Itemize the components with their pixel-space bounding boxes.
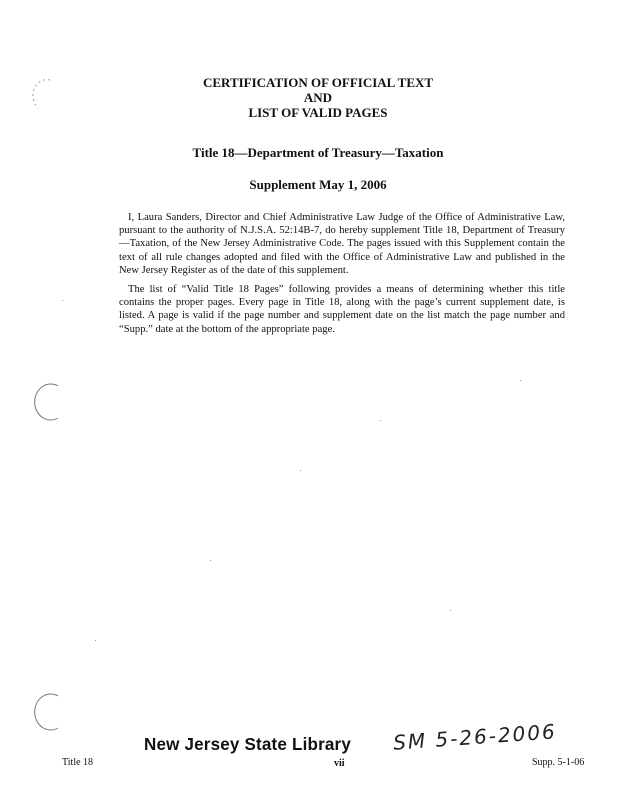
paragraph-valid-pages: The list of “Valid Title 18 Pages” following provides a means of determining whether this title contains the proper pages. Every page in Title 18, along with the page’s current supplement date, is listed. A page is valid if the page number and supplement date on the list match the page number and “Supp.” date at the bottom of the appropriate page. (119, 284, 565, 335)
title-heading: Title 18—Department of Treasury—Taxation (192, 145, 444, 160)
footer-page-number: vii (334, 758, 345, 769)
scan-speck (520, 380, 521, 381)
paragraph-certification: I, Laura Sanders, Director and Chief Administrative Law Judge of the Office of Administrative Law, pursuant to the authority of N.J.S.A. 52:14B-7, do hereby supplement Title 18, Department of Treasury—Taxation, of the New Jersey Administrative Code. The pages issued with this Supplement contain the text of all rule changes adopted and filed with the Office of Administrative Law and published in the New Jersey Register as of the date of this supplement. (119, 212, 565, 276)
scan-speck (95, 640, 96, 641)
binder-hole-mark-top (30, 76, 62, 116)
scan-speck (210, 560, 211, 561)
scan-speck (62, 300, 63, 301)
body-text (119, 211, 565, 336)
certification-heading (0, 75, 636, 120)
footer-supplement-date: Supp. 5-1-06 (532, 757, 585, 768)
heading-line-3: LIST OF VALID PAGES (248, 105, 388, 120)
library-stamp: New Jersey State Library (144, 734, 352, 755)
scan-speck (300, 470, 301, 471)
binder-hole-mark-bottom (28, 690, 68, 734)
binder-hole-mark-middle (28, 380, 68, 424)
scan-speck (380, 420, 381, 421)
handwritten-note: SM 5-26-2006 (392, 719, 558, 755)
supplement-heading: Supplement May 1, 2006 (249, 177, 387, 192)
heading-line-2: AND (303, 90, 333, 105)
scan-speck (450, 610, 451, 611)
footer-title: Title 18 (62, 757, 94, 768)
heading-line-1: CERTIFICATION OF OFFICIAL TEXT (202, 75, 434, 90)
